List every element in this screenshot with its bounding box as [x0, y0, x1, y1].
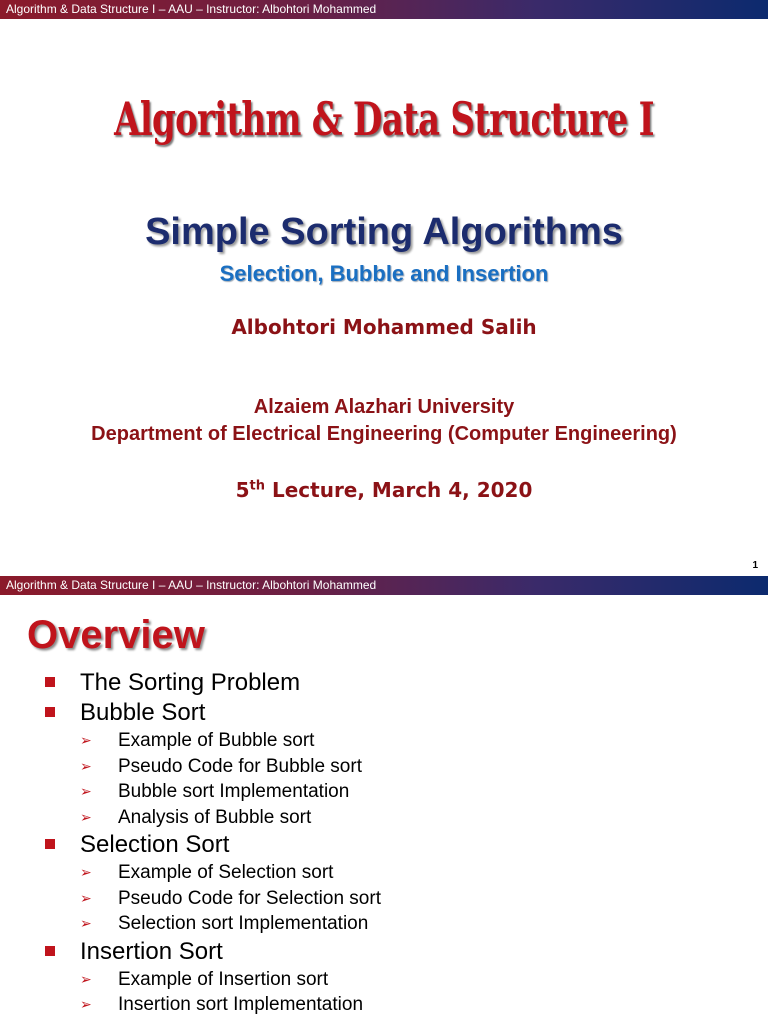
outline-subitem — [0, 967, 768, 993]
arrow-bullet-icon: ➢ — [80, 864, 92, 880]
slide-2 — [0, 576, 768, 1024]
lecture-date — [0, 478, 768, 502]
outline-item-label: Selection Sort — [80, 831, 230, 858]
lecture-subtitle: Selection, Bubble and Insertion — [219, 261, 549, 286]
square-bullet-icon — [45, 946, 55, 956]
outline-subitem-label: Example of Bubble sort — [118, 730, 315, 751]
outline-item — [0, 937, 768, 967]
lecture-title: Simple Sorting Algorithms — [145, 211, 623, 253]
university-name: Alzaiem Alazhari University — [253, 396, 515, 418]
outline-subitem-label: Selection sort Implementation — [118, 913, 369, 934]
slide-header-bar: Algorithm & Data Structure I – AAU – Instructor: Albohtori Mohammed — [0, 0, 768, 19]
slide-header-bar: Algorithm & Data Structure I – AAU – Instructor: Albohtori Mohammed — [0, 576, 768, 595]
lecture-number-suffix: th — [249, 478, 266, 494]
outline-subitem — [0, 860, 768, 886]
course-title: Algorithm & Data Structure I — [114, 92, 654, 146]
outline-subitem — [0, 728, 768, 754]
outline-subitem — [0, 911, 768, 937]
outline-subitem-label: Insertion sort Implementation — [118, 994, 364, 1015]
arrow-bullet-icon: ➢ — [80, 970, 92, 987]
lecture-number: 5 — [235, 478, 250, 502]
outline-subitem-label: Bubble sort Implementation — [118, 781, 350, 802]
author-name: Albohtori Mohammed Salih — [231, 315, 537, 339]
square-bullet-icon — [45, 839, 55, 849]
arrow-bullet-icon: ➢ — [80, 996, 92, 1012]
arrow-bullet-icon: ➢ — [80, 757, 92, 774]
overview-outline — [0, 668, 768, 1018]
outline-item — [0, 698, 768, 728]
outline-subitem — [0, 754, 768, 780]
arrow-bullet-icon: ➢ — [80, 732, 92, 748]
lecture-date-text: Lecture, March 4, 2020 — [265, 478, 533, 502]
square-bullet-icon — [45, 707, 55, 717]
overview-title: Overview — [27, 613, 205, 657]
outline-subitem — [0, 992, 768, 1018]
outline-item — [0, 830, 768, 860]
arrow-bullet-icon: ➢ — [80, 889, 92, 906]
outline-item — [0, 668, 768, 698]
page-number: 1 — [752, 560, 758, 571]
arrow-bullet-icon: ➢ — [80, 808, 92, 825]
arrow-bullet-icon: ➢ — [80, 783, 92, 799]
outline-item-label: The Sorting Problem — [80, 669, 301, 696]
outline-subitem-label: Example of Selection sort — [118, 862, 334, 883]
outline-item-label: Insertion Sort — [80, 937, 223, 965]
outline-subitem-label: Pseudo Code for Selection sort — [118, 887, 381, 909]
outline-subitem — [0, 805, 768, 831]
outline-subitem-label: Pseudo Code for Bubble sort — [118, 755, 362, 777]
square-bullet-icon — [45, 677, 55, 687]
department-name: Department of Electrical Engineering (Computer Engineering) — [91, 423, 677, 445]
outline-subitem-label: Analysis of Bubble sort — [118, 806, 312, 828]
outline-subitem — [0, 886, 768, 912]
arrow-bullet-icon: ➢ — [80, 915, 92, 931]
outline-subitem — [0, 779, 768, 805]
outline-item-label: Bubble Sort — [80, 699, 206, 726]
outline-subitem-label: Example of Insertion sort — [118, 968, 329, 990]
